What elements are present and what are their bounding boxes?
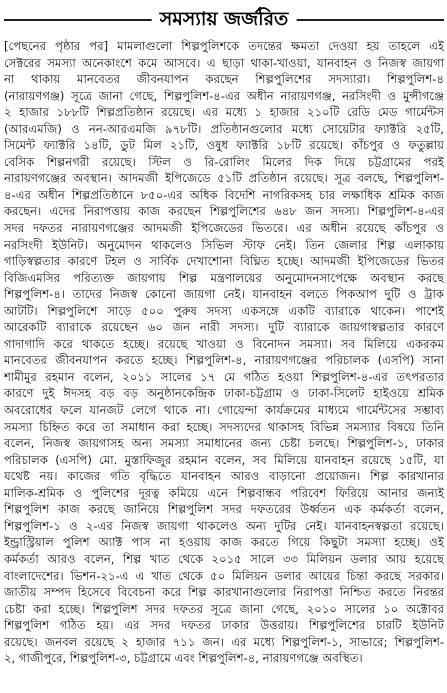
article-line: (নারায়ণগঞ্জ) সূত্রে জানা গেছে, শিল্পপুলিশ-৪-এর অধীন নারায়ণগঞ্জ, নরসিংদী ও মুন্সীগঞ্জে xyxy=(4,88,444,103)
article-line: আটটি। শিল্পপুলিশে সাড়ে ৫০০ পুরুষ সদস্য একসঙ্গে একটি ব্যারাকে থাকেন। পাশেই xyxy=(4,303,444,318)
article-line: শিল্পপুলিশ কাজ করছে জানিয়ে শিল্পপুলিশ সদর দফতরের উর্ধ্বতন এক কর্মকর্তা বলেন, xyxy=(4,502,444,517)
article-line: ইন্ড্রাস্ট্রিয়াল পুলিশ অ্যাক্ট পাস না হওয়ায় কাজ করতে গিয়ে কিছুটা সমস্যা হচ্ছে। ওই xyxy=(4,535,444,550)
article-line: মালিক-শ্রমিক ও পুলিশের দূরত্ব কমিয়ে এনে শিল্পবান্ধব পরিবেশ ফিরিয়ে আনার জন্যই xyxy=(4,485,444,500)
article-line: না থাকায় মানবেতর জীবনযাপন করছেন শিল্পপুলিশের সদস্যারা। শিল্পপুলিশ-৪ xyxy=(4,72,444,87)
article-line: বিজিএমসির পরিত্যক্ত জায়গায় শিল্প মন্ত্রণালয়ের অনুমোদনসাপেক্ষে অবস্থান করছে xyxy=(4,270,444,285)
article-line: শামীমুর রহমান বলেন, ২০১১ সালের ১৭ মে গঠিত হওয়া শিল্পপুলিশ-৪-এর তৎপরতার xyxy=(4,369,444,384)
article-line: অবরোধের ফলে যানজট লেগে থাকে না। গোয়েন্দা কার্যক্রমের মাধ্যমে গার্মেন্টসের সম্ভাব্য xyxy=(4,403,444,418)
article-line: ৪-এর অধীন শিল্পপ্রতিষ্ঠানে ৮৫০-এর অধিক বিদেশি নাগরিকসহ চার লক্ষাধিক শ্রমিক কাজ xyxy=(4,187,444,202)
article-line: বাংলাদেশের। ভিশন-২১-এ এ খাত থেকে ৫০ মিলিয়ন ডলার আয়ের চিন্তা করছে সরকার। xyxy=(4,568,444,583)
article-line: সিমেন্ট ফ্যাক্টরি ১৪টি, ডুট মিল ২১টি, ওষুধ ফ্যাক্টরি ১৮টি রয়েছে। কাঁচপুর ও ফতুল্লায় xyxy=(4,138,444,153)
article-line: সেক্টরের সমস্যা অনেকাংশে কমে আসবে। এ ছাড়া থাকা-খাওয়া, যানবাহন ও নিজস্ব জায়গা xyxy=(4,55,444,70)
article-line: আরেকটি ব্যারাকে রয়েছেন ৬০ জন নারী সদস্য। দুটি ব্যারাকে জায়গাস্বল্পতার কারণে xyxy=(4,320,444,335)
article-line: গাড়িস্বল্পতার কারণে টহল ও সার্বিক দেখাশোনা বিঘ্নিত হচ্ছে। আদমজী ইপিজেডের ভিতর xyxy=(4,254,444,269)
article-body xyxy=(4,38,444,667)
article-line: মানবেতর জীবনযাপন করতে হচ্ছে। শিল্পপুলিশ-৪, নারায়ণগঞ্জের পরিচালক (এসপি) সানা xyxy=(4,353,444,368)
article-line: রয়েছে। জনবল রয়েছে ২ হাজার ৭১১ জন। এর মধ্যে শিল্পপুলিশ-১, সাভারে; শিল্পপুলিশ- xyxy=(4,634,444,649)
article-line: বেসিক শিল্পনগরী রয়েছে। স্টিল ও রি-রোলিং মিলের দিক দিয়ে চট্টগ্রামের পরই xyxy=(4,154,444,169)
article-line: (আরএমজি) ও নন-আরএমজি ৯৭৮টি। প্রতিষ্ঠানগুলোর মধ্যে সোয়েটার ফ্যাক্টরি ২৫টি, xyxy=(4,121,444,136)
article-line: জাতীয় সম্পদ হিসেবে বিবেচনা করে শিল্প কারখানাগুলোর নিরাপত্তা নিশ্চিত করতে নিরন্তর xyxy=(4,585,444,600)
article-line: ২ হাজার ১৮৮টি শিল্পপ্রতিষ্ঠান রয়েছে। এর মধ্যে ১ হাজার ২১০টি রেডি মেড গার্মেন্টস xyxy=(4,105,444,120)
article-line: গাদাগাদি করে থাকতে হচ্ছে। রয়েছে খাওয়া ও বিনোদন সমস্যা। সব মিলিয়ে একরকম xyxy=(4,336,444,351)
article-line: শিল্পপুলিশ-৪। তাদের নিজস্ব কোনো জায়গা নেই। যানবাহন বলতে পিকআপ দুটি ও ট্রাক xyxy=(4,287,444,302)
article-line: [পেছনের পৃষ্ঠার পর] মামলাগুলো শিল্পপুলিশকে তদন্তের ক্ষমতা দেওয়া হয় তাহলে এই xyxy=(4,39,444,53)
headline: সমস্যায় জর্জরিত xyxy=(152,4,297,34)
article-line: শিল্পপুলিশ-১ ও ২-এর নিজস্ব জায়গা থাকলেও অন্য দুটির নেই। যানবাহনস্বল্পতা রয়েছে। xyxy=(4,518,444,533)
article-line: নরসিংদী ইউনিট। অনুমোদন থাকলেও সিভিল স্টাফ নেই। তিন জেলার শিল্প এলাকায় xyxy=(4,237,444,252)
article-line: সমস্যা চিহ্নিত করে তা সমাধান করা হচ্ছে। সদস্যদের থাকাসহ বিভিন্ন সমস্যার বিষয়ে তিনি xyxy=(4,419,444,434)
article-line: যথেষ্ট নয়। কাজের গতি বৃদ্ধিতে যানবাহন আরও বাড়ানো প্রয়োজন। শিল্প কারখানার xyxy=(4,469,444,484)
article-line: সদর দফতর নারায়ণগঞ্জের আদমজী ইপিজেডের ভিতরে। এর অধীন রয়েছে কাঁচপুর ও xyxy=(4,221,444,236)
article-line: পরিচালক (এসপি) মো. মুস্তাফিজুর রহমান বলেন, সব মিলিয়ে যানবাহন রয়েছে ১৫টি, যা xyxy=(4,452,444,467)
article-line: নারায়ণগঞ্জের অবস্থান। আদমজী ইপিজেডে ৫১টি প্রতিষ্ঠান রয়েছে। সূত্র বলছে, শিল্পপুলিশ- xyxy=(4,171,444,186)
article-line: করছেন। এদের নিরাপত্তায় কাজ করছেন শিল্পপুলিশের ৬৪৮ জন সদস্য। শিল্পপুলিশ-৪-এর xyxy=(4,204,444,219)
article-line: কারণে দুই ঈদসহ বড় বড় অনুষ্ঠানকেন্দ্রিক ঢাকা-চট্টগ্রাম ও ঢাকা-সিলেট হাইওয়ে শ্রমিক xyxy=(4,386,444,401)
article-line: শিল্পপুলিশ গঠিত হয়। এর সদর দফতর ঢাকার উত্তরায়। শিল্পপুলিশের চারটি ইউনিট xyxy=(4,618,444,633)
article-line: বলেন, নিজস্ব জায়গাসহ অন্য সমস্যা সমাধানের জন্য চেষ্টা চলছে। শিল্পপুলিশ-১, ঢাকার xyxy=(4,436,444,451)
article-line: চেষ্টা করা হচ্ছে। শিল্পপুলিশ সদর দফতর সূত্রে জানা গেছে, ২০১০ সালের ১০ অক্টোবর xyxy=(4,601,444,616)
article-line: কর্মকর্তা আরও বলেন, শিল্প খাত থেকে ২০১৫ সালে ৩৩ মিলিয়ন ডলার আয় হয়েছে xyxy=(4,551,444,566)
headline-box xyxy=(4,2,444,38)
article-line: ২, গাজীপুরে, শিল্পপুলিশ-৩, চট্টগ্রামে এবং শিল্পপুলিশ-৪, নারায়ণগঞ্জে অবস্থিত। xyxy=(4,651,363,666)
